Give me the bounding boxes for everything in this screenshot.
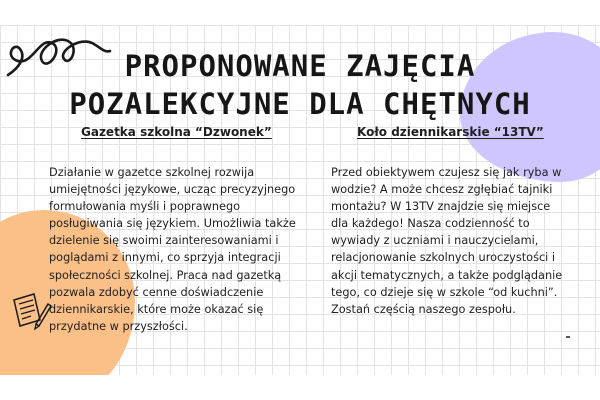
presentation-slide <box>0 25 600 375</box>
decorative-dash <box>566 336 570 338</box>
left-column-heading: Gazetka szkolna “Dzwonek” <box>81 125 272 139</box>
right-column-body: Przed obiektywem czujesz się jak ryba w wodzie? A może chcesz zgłębiać tajniki montażu? W 13TV znajdzie się miejsce dla każdego! Nasza codzienność to wywiady z uczniami i nauczycielami, relacjonowanie szkolnych uroczystości i akcji tematycznych, a także podglądanie tego, co dzieje się w szkole “od kuchni”. Zostań częścią naszego zespołu. <box>331 166 563 316</box>
left-column-body: Działanie w gazetce szkolnej rozwija umiejętności językowe, ucząc precyzyjnego formułowania myśli i poprawnego posługiwania się językiem. Umożliwia także dzielenie się swoimi zainteresowaniami i poglądami z innymi, co sprzyja integracji społeczności szkolnej. Praca nad gazetką pozwala zdobyć cenne doświadczenie dziennikarskie, które może okazać się przydatne w przyszłości. <box>49 166 296 333</box>
right-column-heading: Koło dziennikarskie “13TV” <box>357 125 544 139</box>
paper-pencil-icon <box>10 290 52 332</box>
slide-title-line-2: POZALEKCYJNE DLA CHĘTNYCH <box>69 87 531 121</box>
slide-title-line-1: PROPONOWANE ZAJĘCIA <box>124 49 476 83</box>
